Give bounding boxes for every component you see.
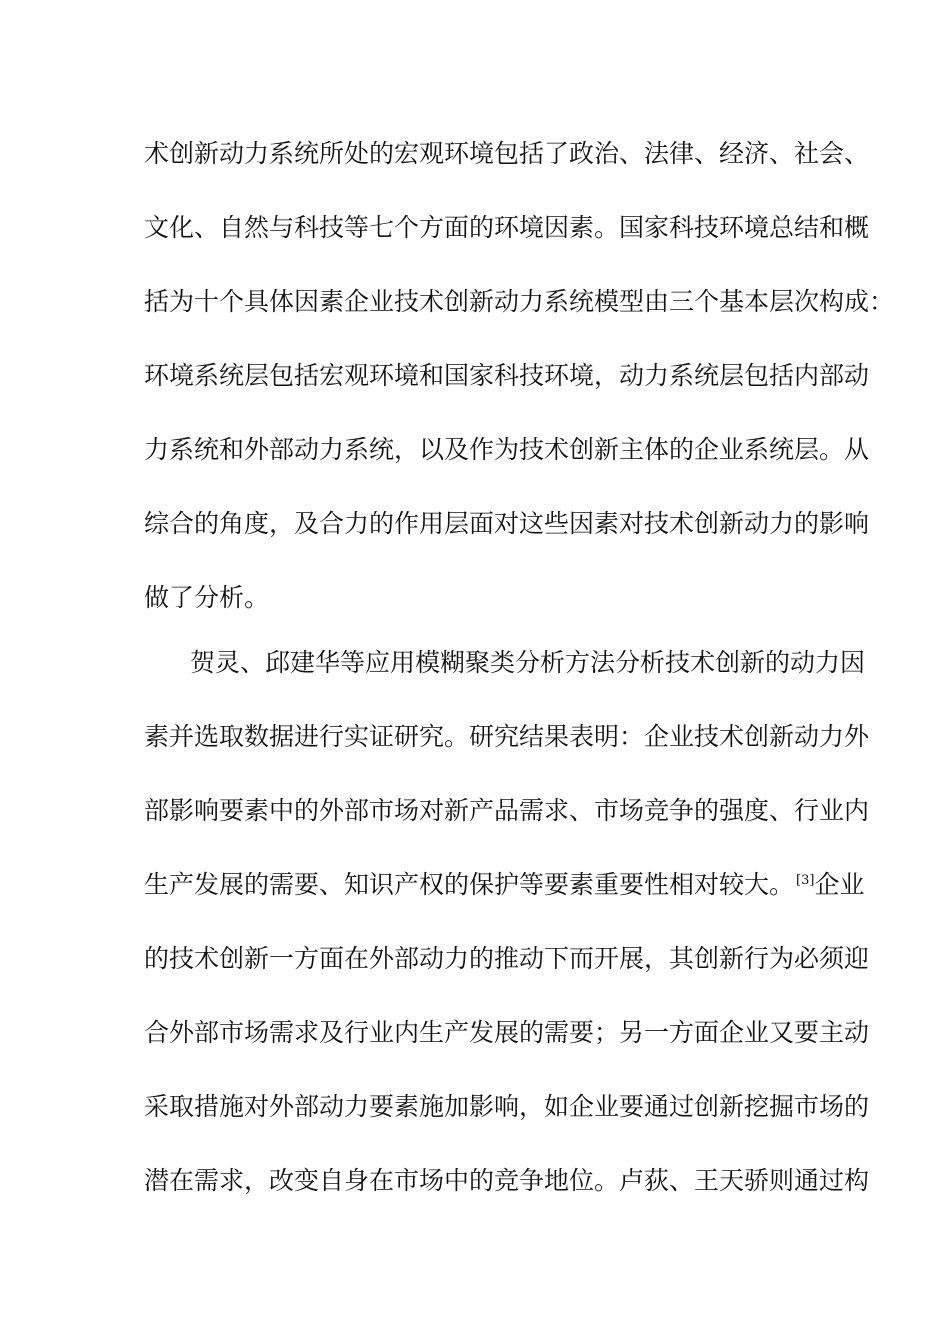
text-line-with-citation xyxy=(144,868,864,902)
text-segment: 生产发展的需要、知识产权的保护等要素重要性相对较大。 xyxy=(144,870,795,899)
text-line: 采取措施对外部动力要素施加影响，如企业要通过创新挖掘市场的 xyxy=(144,1092,870,1121)
text-segment: 企业 xyxy=(814,870,865,899)
text-line: 素并选取数据进行实证研究。研究结果表明：企业技术创新动力外 xyxy=(144,722,870,751)
text-line: 潜在需求，改变自身在市场中的竞争地位。卢荻、王天骄则通过构 xyxy=(144,1166,870,1195)
text-line: 合外部市场需求及行业内生产发展的需要；另一方面企业又要主动 xyxy=(144,1018,870,1047)
text-line: 综合的角度，及合力的作用层面对这些因素对技术创新动力的影响 xyxy=(144,509,870,538)
citation-marker: [3] xyxy=(796,872,815,888)
text-line: 括为十个具体因素企业技术创新动力系统模型由三个基本层次构成： xyxy=(144,287,895,316)
text-line: 术创新动力系统所处的宏观环境包括了政治、法律、经济、社会、 xyxy=(144,139,870,168)
text-line: 部影响要素中的外部市场对新产品需求、市场竞争的强度、行业内 xyxy=(144,796,870,825)
text-line: 力系统和外部动力系统，以及作为技术创新主体的企业系统层。从 xyxy=(144,435,870,464)
text-line: 的技术创新一方面在外部动力的推动下而开展，其创新行为必须迎 xyxy=(144,944,870,973)
text-line: 做了分析。 xyxy=(144,583,270,612)
text-line: 环境系统层包括宏观环境和国家科技环境，动力系统层包括内部动 xyxy=(144,361,870,390)
text-line: 文化、自然与科技等七个方面的环境因素。国家科技环境总结和概 xyxy=(144,213,870,242)
text-line: 贺灵、邱建华等应用模糊聚类分析方法分析技术创新的动力因 xyxy=(190,648,866,677)
